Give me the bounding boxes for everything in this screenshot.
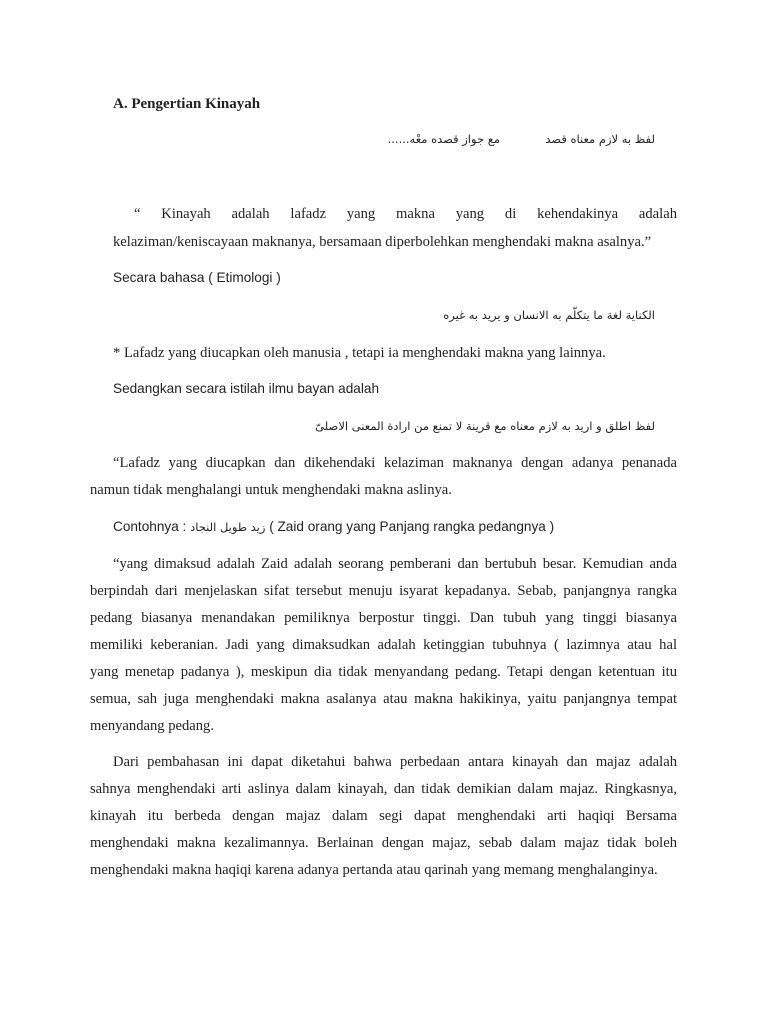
istilah-meaning-line-2: namun tidak menghalangi untuk menghendaki makna aslinya. [90, 482, 452, 498]
paragraph-2-line: menghendaki makna haqiqi karena adanya pertanda atau qarinah yang memang menghalanginya. [90, 862, 658, 878]
paragraph-1-line: menyandang pedang. [90, 718, 215, 734]
bullet-text: * Lafadz yang diucapkan oleh manusia , tetapi ia menghendaki makna yang lainnya. [113, 345, 606, 361]
paragraph-2-line: menghendaki makna kezalimannya. Berlainan dengan majaz, sebab dalam majaz tidak boleh [90, 835, 677, 851]
example-translation: ( Zaid orang yang Panjang rangka pedangnya ) [269, 519, 555, 534]
section-heading: A. Pengertian Kinayah [113, 96, 261, 112]
etimologi-label: Secara bahasa ( Etimologi ) [113, 270, 281, 285]
paragraph-1-line: memiliki keberanian. Jadi yang dimaksudkan adalah ketinggian tubuhnya ( lazimnya atau hal [90, 637, 677, 653]
quote-line-1: “ Kinayah adalah lafadz yang makna yang di kehendakinya adalah [134, 206, 677, 222]
arabic-etimologi: الكناية لغة ما يتكلّم به الانسان و يريد به غيره [443, 308, 655, 322]
paragraph-1-line: pedang biasanya menandakan pemiliknya berpostur tinggi. Dan tubuh yang tinggi biasanya [90, 610, 677, 626]
example-line [113, 518, 554, 536]
paragraph-1-line: berpindah dari menjelaskan sifat tersebut menuju isyarat kepadanya. Sebab, panjangnya rangka [90, 583, 677, 599]
paragraph-2-line: kinayah itu berbeda dengan majaz dalam segi dapat menghendaki arti haqiqi Bersama [90, 808, 677, 824]
paragraph-1-line: semua, sah juga menghendaki makna asalanya atau makna hakikinya, yaitu panjangnya tempat [90, 691, 677, 707]
istilah-label: Sedangkan secara istilah ilmu bayan adalah [113, 381, 380, 396]
example-arabic: زيد طويل النجاد [190, 520, 266, 534]
paragraph-1-line: yang menetap padanya ), meskipun dia tidak menyandang pedang. Tetapi dengan ketentuan itu [90, 664, 677, 680]
paragraph-1-line: “yang dimaksud adalah Zaid adalah seorang pemberani dan bertubuh besar. Kemudian anda [113, 556, 677, 572]
arabic-istilah: لفظ اطلق و اريد به لازم معناه مع قرينة لا تمنع من ارادة المعنى الاصلىّ [315, 419, 655, 433]
istilah-meaning-line-1: “Lafadz yang diucapkan dan dikehendaki kelaziman maknanya dengan adanya penanada [113, 455, 677, 471]
paragraph-2-line: Dari pembahasan ini dapat diketahui bahwa perbedaan antara kinayah dan majaz adalah [113, 754, 677, 770]
example-prefix: Contohnya : [113, 519, 187, 534]
arabic-definition-part-1: لفظ به لازم معناه قصد [545, 132, 655, 146]
paragraph-2-line: sahnya menghendaki arti aslinya dalam kinayah, dan tidak demikian dalam majaz. Ringkasnya, [90, 781, 677, 797]
arabic-definition-part-2: مع جواز قصده معْه...... [387, 132, 500, 146]
quote-line-2: kelaziman/keniscayaan maknanya, bersamaan diperbolehkan menghendaki makna asalnya.” [113, 234, 652, 250]
